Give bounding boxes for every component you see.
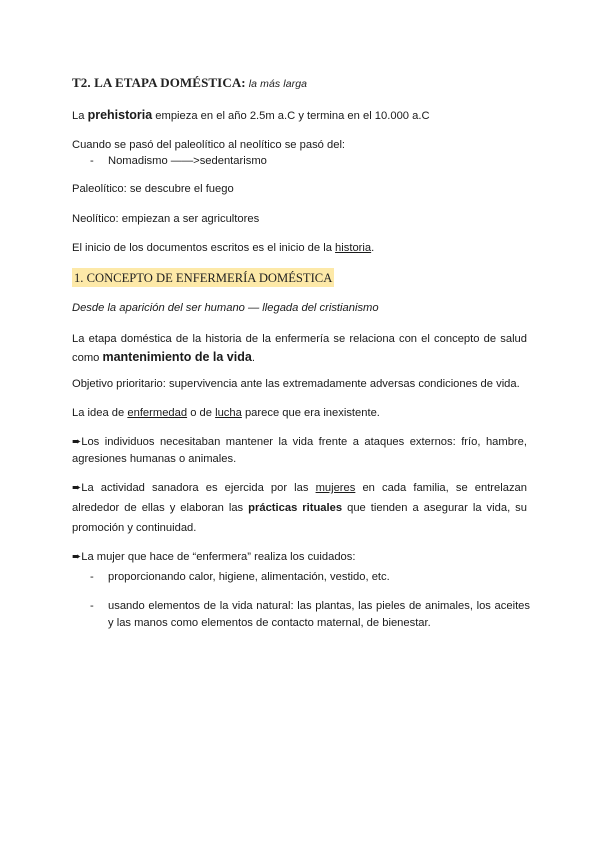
enfermedad-term: enfermedad — [127, 407, 188, 419]
arrow-icon: ➨ — [72, 551, 82, 563]
mujeres-paragraph — [72, 478, 527, 538]
enfermedad-mid: o de — [190, 407, 212, 419]
salud-post: . — [251, 352, 255, 364]
cuidados-item-2 — [90, 598, 530, 632]
transition-list — [90, 153, 530, 170]
mujeres-pre: La actividad sanadora es ejercida por las — [81, 482, 309, 494]
prehistoria-paragraph — [72, 107, 527, 125]
individuos-text: Los individuos necesitaban mantener la vida frente a ataques externos: frío, hambre, agresiones humanas o animales. — [72, 436, 527, 465]
transition-text: Cuando se pasó del paleolítico al neolítico se pasó del: — [72, 139, 346, 151]
mujeres-term: mujeres — [315, 482, 356, 494]
transition-paragraph — [72, 137, 527, 154]
historia-pre: El inicio de los documentos escritos es el inicio de la — [72, 242, 332, 254]
mujeres-mid: en cada familia, se entrelazan alrededor de ellas y elaboran las — [72, 482, 528, 514]
list-bullet: - — [90, 571, 94, 583]
enfermedad-pre: La idea de — [72, 407, 125, 419]
arrow-icon: ➨ — [72, 436, 82, 448]
historia-paragraph — [72, 240, 527, 257]
enfermedad-paragraph — [72, 405, 527, 422]
title-main: T2. LA ETAPA DOMÉSTICA: — [72, 75, 246, 90]
prehistoria-term: prehistoria — [87, 108, 153, 122]
mujeres-post: que tienden a asegurar la vida, su promoción y continuidad. — [72, 502, 527, 534]
salud-pre: La etapa doméstica de la historia de la enfermería se relaciona con el concepto de salud como — [72, 333, 527, 364]
cuidados-item-1 — [90, 569, 530, 586]
list-bullet: - — [90, 600, 94, 612]
practicas-term: prácticas rituales — [248, 502, 343, 514]
individuos-paragraph — [72, 434, 527, 468]
enfermera-text: La mujer que hace de “enfermera” realiza los cuidados: — [81, 551, 356, 563]
historia-post: . — [371, 242, 375, 254]
salud-paragraph — [72, 330, 527, 367]
historia-term: historia — [335, 242, 372, 254]
enfermera-paragraph — [72, 549, 527, 566]
lucha-term: lucha — [215, 407, 242, 419]
mantenimiento-term: mantenimiento de la vida — [102, 350, 252, 364]
objetivo-paragraph: Objetivo prioritario: supervivencia ante las extremadamente adversas condiciones de vida. — [72, 378, 520, 390]
enfermedad-post: parece que era inexistente. — [244, 407, 380, 419]
section-heading: 1. CONCEPTO DE ENFERMERÍA DOMÉSTICA — [72, 268, 334, 287]
list-item: Nomadismo ——>sedentarismo — [108, 155, 267, 167]
para1-post: empieza en el año 2.5m a.C y termina en el 10.000 a.C — [155, 110, 430, 122]
document-title — [72, 74, 527, 93]
list-item: usando elementos de la vida natural: las plantas, las pieles de animales, los aceites y las manos como elementos de contacto maternal, de bienestar. — [108, 600, 530, 629]
para1-pre: La — [72, 110, 85, 122]
title-subtitle: la más larga — [248, 78, 308, 90]
paleolitico-paragraph: Paleolítico: se descubre el fuego — [72, 183, 234, 195]
neolitico-paragraph: Neolítico: empiezan a ser agricultores — [72, 213, 260, 225]
arrow-icon: ➨ — [72, 482, 82, 494]
section-subtitle: Desde la aparición del ser humano — llegada del cristianismo — [72, 302, 379, 314]
list-item: proporcionando calor, higiene, alimentación, vestido, etc. — [108, 571, 390, 583]
list-bullet: - — [90, 155, 94, 167]
